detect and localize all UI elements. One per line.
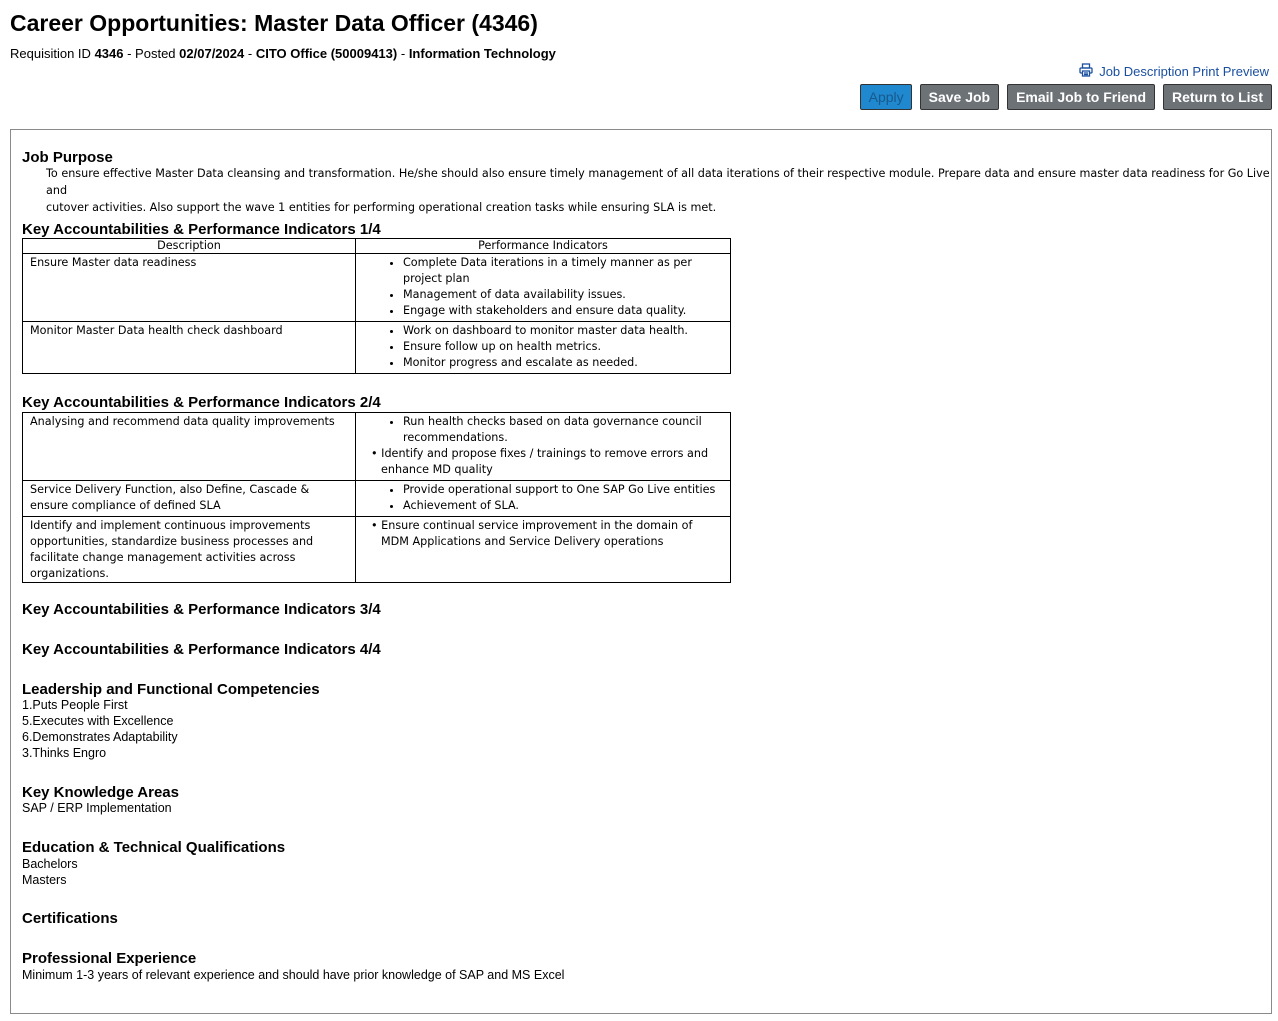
description-cell: Service Delivery Function, also Define, Cascade & ensure compliance of defined SLA: [23, 481, 356, 517]
kpi-heading-2: Key Accountabilities & Performance Indicators 2/4: [22, 394, 381, 411]
posted-label: - Posted: [127, 46, 176, 61]
indicators-cell: [356, 481, 731, 517]
printer-icon: [1079, 63, 1093, 80]
requisition-label: Requisition ID: [10, 46, 91, 61]
action-toolbar: [860, 84, 1272, 110]
indicator-item: • Ensure follow up on health metrics.: [403, 339, 723, 355]
indicator-item: • Run health checks based on data governance council recommendations.: [403, 414, 723, 446]
list-item: 6.Demonstrates Adaptability: [22, 730, 178, 744]
column-header-description: Description: [23, 239, 356, 254]
experience-text: Minimum 1-3 years of relevant experience and should have prior knowledge of SAP and MS Excel: [22, 968, 565, 982]
page-title: Career Opportunities: Master Data Officer (4346): [10, 10, 538, 36]
job-purpose-line: cutover activities. Also support the wave 1 entities for performing operational creation tasks while ensuring SLA is met.: [46, 201, 717, 214]
certifications-heading: Certifications: [22, 910, 118, 927]
indicators-cell: [356, 517, 731, 583]
list-item: Bachelors: [22, 857, 78, 871]
indicator-item: • Identify and propose fixes / trainings to remove errors and enhance MD quality: [371, 447, 709, 476]
requisition-info: [10, 46, 556, 61]
table-row: [23, 322, 731, 374]
indicators-cell: [356, 322, 731, 374]
competencies-list: [22, 697, 178, 761]
requisition-id: 4346: [94, 46, 124, 61]
table-row: [23, 254, 731, 322]
list-item: 1.Puts People First: [22, 698, 128, 712]
table-header-row: [23, 239, 731, 254]
column-header-performance: Performance Indicators: [356, 239, 731, 254]
indicator-item: • Provide operational support to One SAP Go Live entities: [403, 482, 723, 498]
job-purpose-line: To ensure effective Master Data cleansing and transformation. He/she should also ensure timely management of all data iterations of their respective module. Prepare data and ensure master data readiness for Go Live and: [46, 167, 1270, 197]
kpi-table-1: [22, 238, 731, 374]
indicator-item: • Work on dashboard to monitor master data health.: [403, 323, 723, 339]
job-purpose-text: [46, 165, 1271, 216]
list-item: Masters: [22, 873, 67, 887]
knowledge-heading: Key Knowledge Areas: [22, 784, 179, 801]
print-preview-link[interactable]: [1079, 63, 1269, 80]
education-heading: Education & Technical Qualifications: [22, 839, 286, 856]
indicators-cell: [356, 254, 731, 322]
separator: -: [400, 46, 406, 61]
competencies-heading: Leadership and Functional Competencies: [22, 681, 320, 698]
job-purpose-heading: Job Purpose: [22, 149, 113, 166]
posted-date: 02/07/2024: [179, 46, 245, 61]
table-row: [23, 413, 731, 481]
description-cell: Analysing and recommend data quality improvements: [23, 413, 356, 481]
education-list: [22, 856, 78, 888]
list-item: 5.Executes with Excellence: [22, 714, 174, 728]
indicator-item: • Complete Data iterations in a timely manner as per project plan: [403, 255, 723, 287]
department-name: Information Technology: [408, 46, 556, 61]
indicator-item: • Monitor progress and escalate as needed.: [403, 355, 723, 371]
job-description-panel: [10, 129, 1272, 1014]
table-row: [23, 517, 731, 583]
knowledge-text: SAP / ERP Implementation: [22, 801, 172, 815]
separator: -: [247, 46, 253, 61]
description-cell: Ensure Master data readiness: [23, 254, 356, 322]
description-cell: Identify and implement continuous improvements opportunities, standardize business processes and facilitate change management activities across organizations.: [23, 517, 356, 583]
kpi-heading-1: Key Accountabilities & Performance Indicators 1/4: [22, 221, 381, 238]
kpi-heading-4: Key Accountabilities & Performance Indicators 4/4: [22, 641, 381, 658]
table-row: [23, 481, 731, 517]
kpi-heading-3: Key Accountabilities & Performance Indicators 3/4: [22, 601, 381, 618]
indicators-cell: [356, 413, 731, 481]
return-to-list-button[interactable]: Return to List: [1163, 84, 1272, 110]
email-job-button[interactable]: Email Job to Friend: [1007, 84, 1155, 110]
indicator-item: • Achievement of SLA.: [403, 498, 723, 514]
indicator-item: • Engage with stakeholders and ensure data quality.: [403, 303, 723, 319]
save-job-button[interactable]: Save Job: [920, 84, 999, 110]
list-item: 3.Thinks Engro: [22, 746, 107, 760]
indicator-item: • Management of data availability issues.: [403, 287, 723, 303]
print-preview-label: Job Description Print Preview: [1099, 64, 1269, 79]
description-cell: Monitor Master Data health check dashboard: [23, 322, 356, 374]
office-name: CITO Office (50009413): [255, 46, 398, 61]
experience-heading: Professional Experience: [22, 950, 197, 967]
indicator-item: • Ensure continual service improvement in the domain of MDM Applications and Service Delivery operations: [371, 519, 693, 548]
apply-button[interactable]: Apply: [860, 84, 912, 110]
kpi-table-2: [22, 412, 731, 583]
